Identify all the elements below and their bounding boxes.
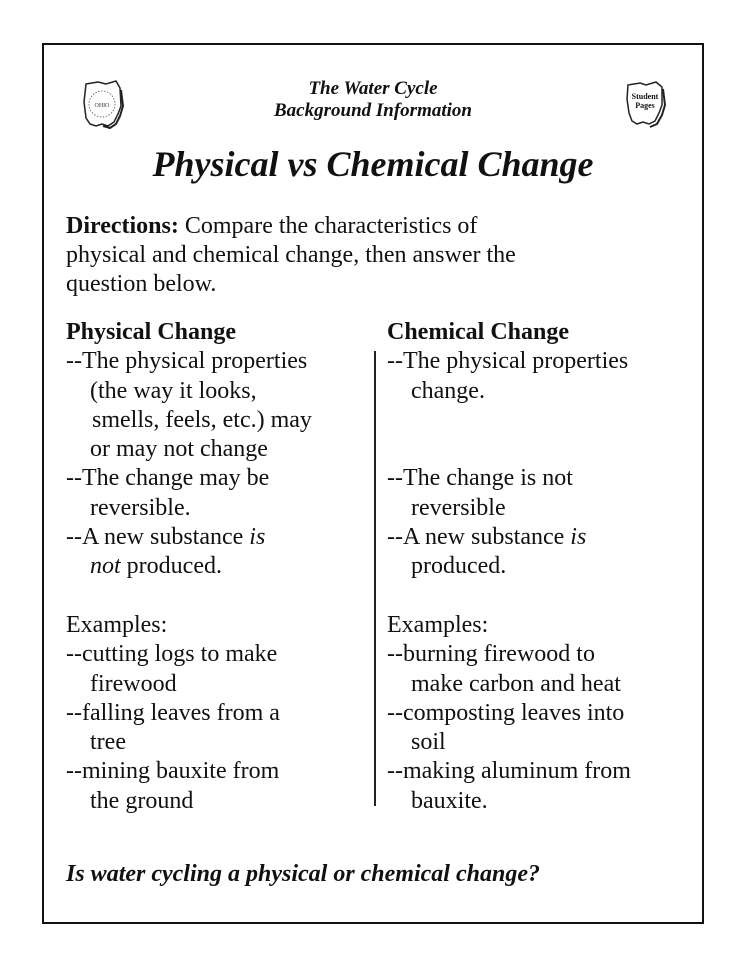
- chemical-point-1-cont: change.: [411, 377, 485, 404]
- directions-text-1: Compare the characteristics of: [178, 213, 478, 239]
- worksheet-page: [42, 43, 704, 924]
- physical-example-3: --mining bauxite from: [66, 758, 280, 785]
- chemical-example-2: --composting leaves into: [387, 699, 625, 726]
- chemical-point-3-cont: produced.: [411, 553, 507, 580]
- series-subtitle: Background Information: [274, 100, 472, 121]
- chemical-point-3: [387, 523, 697, 552]
- directions-block: [66, 212, 686, 299]
- directions-text-3: question below.: [66, 271, 217, 297]
- physical-examples-label: Examples:: [66, 611, 168, 638]
- physical-example-2: --falling leaves from a: [66, 699, 280, 726]
- chemical-example-1: --burning firewood to: [387, 641, 595, 668]
- physical-point-3-end: produced.: [120, 553, 222, 580]
- chemical-example-3: --making aluminum from: [387, 758, 631, 785]
- physical-point-2-cont: reversible.: [90, 494, 191, 521]
- chemical-point-1: --The physical properties: [387, 348, 629, 375]
- physical-point-1: --The physical properties: [66, 348, 308, 375]
- physical-point-3-text: --A new substance: [66, 524, 250, 551]
- ohio-state-outline-icon: [622, 77, 670, 129]
- svg-text:OHIO: OHIO: [94, 103, 110, 109]
- physical-point-1-cont: or may not change: [90, 436, 268, 463]
- chemical-point-3-text: --A new substance: [387, 524, 571, 551]
- logo-student-text: Student: [631, 92, 659, 101]
- physical-point-3-cont: [66, 552, 376, 581]
- physical-change-heading: Physical Change: [66, 319, 237, 345]
- directions-label: Directions:: [66, 213, 179, 239]
- review-question: Is water cycling a physical or chemical change?: [66, 861, 540, 887]
- physical-point-1-cont: (the way it looks,: [90, 377, 257, 404]
- series-title: The Water Cycle: [308, 78, 438, 99]
- chemical-example-1-cont: make carbon and heat: [411, 670, 621, 697]
- column-divider: [374, 351, 376, 806]
- physical-point-2: --The change may be: [66, 465, 270, 492]
- physical-point-3: [66, 523, 376, 552]
- physical-example-1: --cutting logs to make: [66, 641, 278, 668]
- chemical-point-2: --The change is not: [387, 465, 573, 492]
- chemical-change-column: [387, 318, 697, 816]
- physical-example-2-cont: tree: [90, 729, 126, 756]
- page-title: Physical vs Chemical Change: [152, 144, 594, 184]
- logo-pages-text: Pages: [635, 101, 655, 110]
- directions-text-2: physical and chemical change, then answer the: [66, 242, 516, 268]
- student-pages-logo: [622, 77, 670, 129]
- emphasis-is: is: [570, 524, 587, 551]
- physical-point-1-cont: smells, feels, etc.) may: [92, 406, 312, 433]
- emphasis-is: is: [249, 524, 266, 551]
- chemical-examples-label: Examples:: [387, 611, 489, 638]
- chemical-example-3-cont: bauxite.: [411, 787, 488, 814]
- chemical-point-2-cont: reversible: [411, 494, 506, 521]
- emphasis-not: not: [90, 553, 121, 580]
- chemical-example-2-cont: soil: [411, 729, 446, 756]
- physical-change-column: [66, 318, 376, 816]
- physical-example-3-cont: the ground: [90, 787, 194, 814]
- chemical-change-heading: Chemical Change: [387, 319, 569, 345]
- physical-example-1-cont: firewood: [90, 670, 177, 697]
